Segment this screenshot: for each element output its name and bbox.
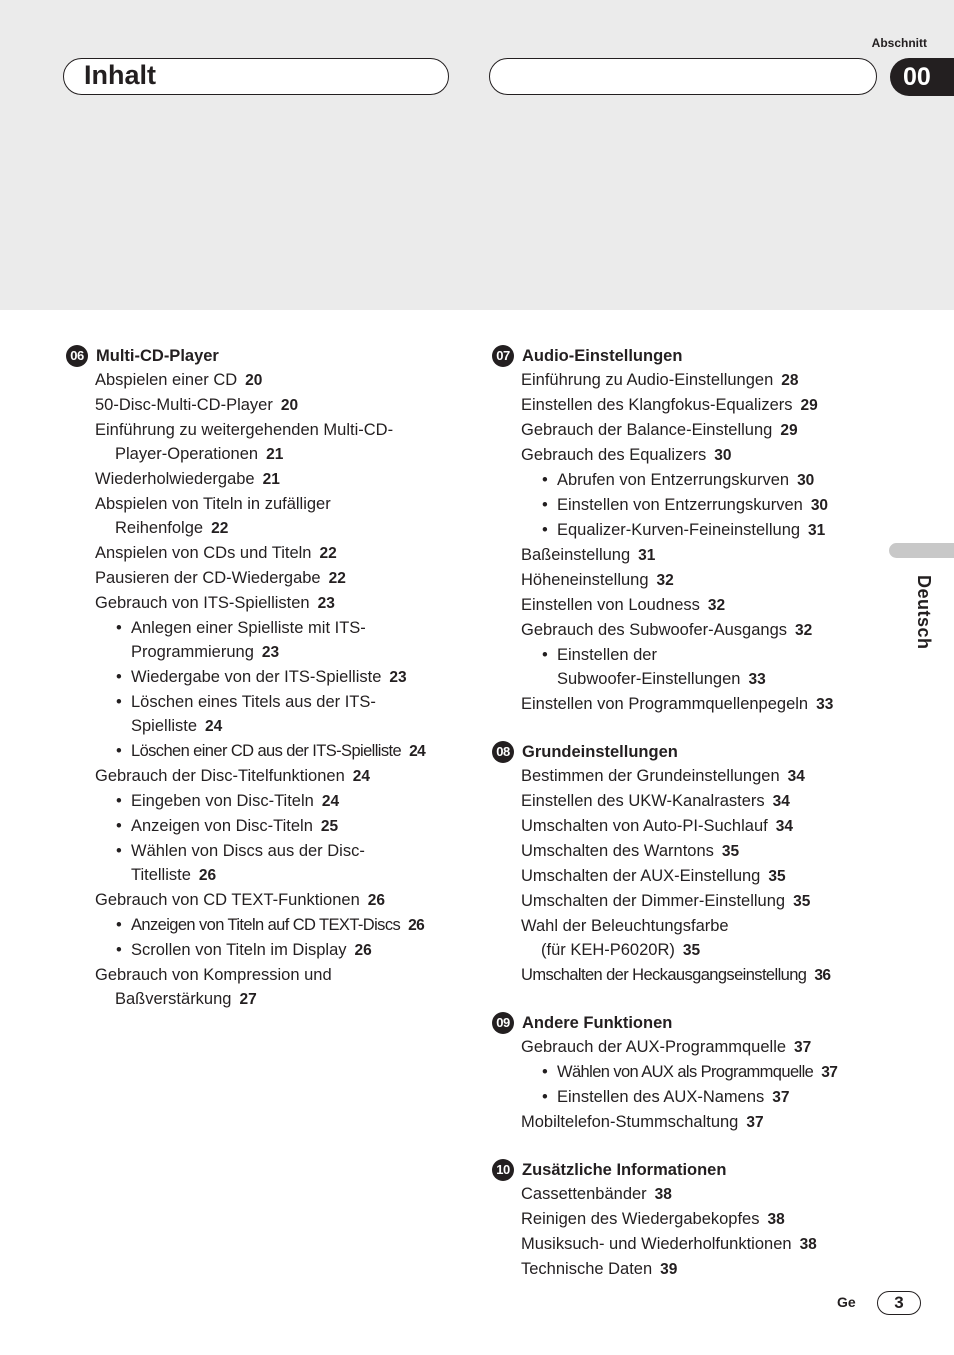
section-number-badge: 08 [492, 741, 514, 763]
toc-section-06 [66, 344, 466, 1012]
page-ref: 33 [816, 696, 834, 713]
toc-subentry-continuation[interactable]: Programmierung 23 [131, 643, 280, 661]
page-ref: 23 [389, 669, 407, 686]
page-ref: 37 [821, 1064, 838, 1081]
bullet-icon: • [542, 1063, 548, 1081]
page-ref: 39 [660, 1261, 678, 1278]
toc-entry[interactable]: Abspielen von Titeln in zufälliger [95, 495, 331, 513]
bullet-icon: • [542, 471, 548, 489]
section-heading[interactable] [492, 344, 882, 368]
toc-entry[interactable]: Gebrauch der Disc-Titelfunktionen 24 [95, 767, 371, 785]
page-ref: 21 [262, 471, 280, 488]
toc-section-08 [492, 740, 882, 988]
toc-entry[interactable]: Umschalten des Warntons 35 [521, 842, 740, 860]
page-ref: 26 [354, 942, 372, 959]
page-ref: 35 [682, 942, 701, 959]
toc-entry[interactable]: Einstellen von Loudness 32 [521, 596, 726, 614]
toc-entry[interactable]: Baßeinstellung 31 [521, 546, 656, 564]
bullet-icon: • [116, 842, 122, 860]
section-title: Grundeinstellungen [522, 743, 678, 761]
bullet-icon: • [542, 1088, 548, 1106]
toc-entry[interactable]: Einstellen von Programmquellenpegeln 33 [521, 695, 834, 713]
bullet-icon: • [116, 693, 122, 711]
section-title: Zusätzliche Informationen [522, 1161, 727, 1179]
page-ref: 37 [772, 1089, 790, 1106]
toc-entry[interactable]: Einstellen des Klangfokus-Equalizers 29 [521, 396, 818, 414]
toc-entry[interactable]: Gebrauch von CD TEXT-Funktionen 26 [95, 891, 385, 909]
toc-right-column [492, 344, 882, 1305]
section-heading[interactable] [492, 1011, 882, 1035]
page-ref: 24 [321, 793, 340, 810]
page-ref: 38 [799, 1236, 817, 1253]
subtitle-box [489, 58, 877, 95]
toc-subentry[interactable]: • Anzeigen von Disc-Titeln 25 [66, 814, 466, 839]
page-ref: 32 [707, 597, 726, 614]
page-ref: 35 [768, 868, 786, 885]
page-ref: 34 [772, 793, 790, 810]
page-ref: 31 [808, 522, 826, 539]
page-ref: 26 [367, 892, 385, 909]
toc-entry[interactable]: Mobiltelefon-Stummschaltung 37 [521, 1113, 764, 1131]
toc-entry[interactable]: Gebrauch des Subwoofer-Ausgangs 32 [521, 621, 813, 639]
page-ref: 28 [781, 372, 799, 389]
page-ref: 30 [810, 497, 829, 514]
page-ref: 34 [787, 768, 805, 785]
title-box [63, 58, 449, 95]
bullet-icon: • [116, 742, 122, 760]
toc-entry[interactable]: Gebrauch der AUX-Programmquelle 37 [521, 1038, 812, 1056]
bullet-icon: • [542, 521, 548, 539]
section-number-badge: 09 [492, 1012, 514, 1034]
toc-subentry[interactable]: • Anlegen einer Spielliste mit ITS- [66, 616, 466, 640]
section-heading[interactable] [66, 344, 466, 368]
toc-entry[interactable]: Wiederholwiedergabe 21 [95, 470, 280, 488]
toc-entry-continuation[interactable]: Baßverstärkung 27 [115, 990, 257, 1008]
toc-subentry[interactable]: • Wiedergabe von der ITS-Spielliste 23 [66, 665, 466, 690]
toc-entry[interactable]: Einstellen des UKW-Kanalrasters 34 [521, 792, 790, 810]
bullet-icon: • [116, 792, 122, 810]
language-tab-marker [889, 543, 954, 558]
section-number-badge: 07 [492, 345, 514, 367]
language-label: Deutsch [914, 575, 934, 650]
section-number-badge: 10 [492, 1159, 514, 1181]
section-heading[interactable] [492, 1158, 882, 1182]
toc-subentry-continuation[interactable]: Titelliste 26 [131, 866, 217, 884]
toc-entry[interactable]: Technische Daten 39 [521, 1260, 678, 1278]
toc-entry-continuation[interactable]: (für KEH-P6020R) 35 [541, 941, 701, 959]
toc-entry[interactable]: Anspielen von CDs und Titeln 22 [95, 544, 337, 562]
page-ref: 36 [814, 967, 831, 984]
page-ref: 33 [748, 671, 766, 688]
toc-entry[interactable]: Pausieren der CD-Wiedergabe 22 [95, 569, 346, 587]
toc-entry[interactable]: Einführung zu weitergehenden Multi-CD- [95, 421, 394, 439]
toc-subentry[interactable]: • Einstellen von Entzerrungskurven 30 [492, 493, 882, 518]
toc-subentry[interactable]: • Einstellen des AUX-Namens 37 [492, 1085, 882, 1110]
page-ref: 32 [795, 622, 813, 639]
page-ref: 25 [320, 818, 339, 835]
page-ref: 22 [319, 545, 337, 562]
bullet-icon: • [116, 668, 122, 686]
page-ref: 37 [794, 1039, 812, 1056]
bullet-icon: • [542, 496, 548, 514]
toc-entry[interactable]: Bestimmen der Grundeinstellungen 34 [521, 767, 805, 785]
page-ref: 35 [721, 843, 740, 860]
toc-entry[interactable]: Gebrauch von Kompression und [95, 966, 332, 984]
page-ref: 30 [714, 447, 732, 464]
toc-entry[interactable]: Umschalten der Dimmer-Einstellung 35 [521, 892, 811, 910]
page-ref: 21 [266, 446, 284, 463]
toc-entry[interactable]: Gebrauch von ITS-Spiellisten 23 [95, 594, 335, 612]
page-ref: 27 [239, 991, 257, 1008]
page-ref: 35 [793, 893, 811, 910]
toc-entry[interactable]: Abspielen einer CD 20 [95, 371, 263, 389]
toc-subentry[interactable]: • Eingeben von Disc-Titeln 24 [66, 789, 466, 814]
toc-subentry[interactable]: • Wählen von AUX als Programmquelle 37 [492, 1060, 882, 1085]
page-ref: 38 [767, 1211, 785, 1228]
toc-entry[interactable]: Höheneinstellung 32 [521, 571, 674, 589]
page-ref: 29 [800, 397, 818, 414]
page-ref: 22 [211, 520, 229, 537]
toc-left-column [66, 344, 466, 1035]
toc-entry[interactable]: Cassettenbänder 38 [521, 1185, 672, 1203]
section-heading[interactable] [492, 740, 882, 764]
toc-subentry[interactable]: • Löschen eines Titels aus der ITS- [66, 690, 466, 714]
page-ref: 31 [638, 547, 656, 564]
bullet-icon: • [116, 941, 122, 959]
toc-entry[interactable]: Umschalten der AUX-Einstellung 35 [521, 867, 786, 885]
page-title: Inhalt [84, 60, 156, 90]
toc-subentry[interactable]: • Abrufen von Entzerrungskurven 30 [492, 468, 882, 493]
page-ref: 26 [408, 917, 425, 934]
header-band [0, 0, 954, 310]
toc-subentry[interactable]: • Wählen von Discs aus der Disc- [66, 839, 466, 863]
page-ref: 24 [409, 743, 426, 760]
page-ref: 29 [780, 422, 798, 439]
toc-entry[interactable]: Einführung zu Audio-Einstellungen 28 [521, 371, 799, 389]
section-title: Andere Funktionen [522, 1014, 673, 1032]
language-code: Ge [837, 1294, 856, 1310]
toc-subentry[interactable]: • Scrollen von Titeln im Display 26 [66, 938, 466, 963]
page-ref: 23 [261, 644, 280, 661]
toc-section-09 [492, 1011, 882, 1135]
toc-subentry-continuation[interactable]: Subwoofer-Einstellungen 33 [557, 670, 766, 688]
bullet-icon: • [116, 817, 122, 835]
toc-entry[interactable]: Umschalten der Heckausgangseinstellung 36 [521, 966, 831, 984]
bullet-icon: • [116, 916, 122, 934]
toc-section-10 [492, 1158, 882, 1282]
toc-entry[interactable]: Musiksuch- und Wiederholfunktionen 38 [521, 1235, 817, 1253]
toc-subentry[interactable]: • Anzeigen von Titeln auf CD TEXT-Discs 26 [66, 913, 466, 938]
page-ref: 38 [654, 1186, 672, 1203]
page-ref: 22 [328, 570, 346, 587]
toc-entry[interactable]: Gebrauch der Balance-Einstellung 29 [521, 421, 798, 439]
page-ref: 32 [656, 572, 674, 589]
page-ref: 24 [205, 718, 223, 735]
page-ref: 20 [280, 397, 299, 414]
toc-section-07 [492, 344, 882, 717]
section-number-badge: 06 [66, 345, 88, 367]
toc-subentry-continuation[interactable]: Spielliste 24 [131, 717, 223, 735]
bullet-icon: • [542, 646, 548, 664]
bullet-icon: • [116, 619, 122, 637]
toc-entry[interactable]: Umschalten von Auto-PI-Suchlauf 34 [521, 817, 793, 835]
page-ref: 37 [746, 1114, 764, 1131]
section-label: Abschnitt [871, 36, 927, 50]
toc-subentry[interactable]: • Equalizer-Kurven-Feineinstellung 31 [492, 518, 882, 543]
page-ref: 30 [797, 472, 815, 489]
toc-entry[interactable]: Gebrauch des Equalizers 30 [521, 446, 732, 464]
page-ref: 26 [198, 867, 217, 884]
section-number-tab: 00 [890, 58, 954, 96]
page-ref: 23 [317, 595, 335, 612]
toc-entry[interactable]: Reinigen des Wiedergabekopfes 38 [521, 1210, 785, 1228]
toc-entry-continuation[interactable]: Reihenfolge 22 [115, 519, 229, 537]
toc-entry-continuation[interactable]: Player-Operationen 21 [115, 445, 284, 463]
page-number: 3 [877, 1291, 921, 1315]
section-title: Multi-CD-Player [96, 347, 219, 365]
toc-entry[interactable]: 50-Disc-Multi-CD-Player 20 [95, 396, 299, 414]
section-title: Audio-Einstellungen [522, 347, 683, 365]
toc-subentry[interactable]: • Löschen einer CD aus der ITS-Spielliste 24 [66, 739, 466, 764]
toc-entry[interactable]: Wahl der Beleuchtungsfarbe [521, 917, 729, 935]
toc-subentry[interactable]: • Einstellen der [492, 643, 882, 667]
page-ref: 24 [352, 768, 371, 785]
page-ref: 34 [775, 818, 793, 835]
page-ref: 20 [245, 372, 263, 389]
